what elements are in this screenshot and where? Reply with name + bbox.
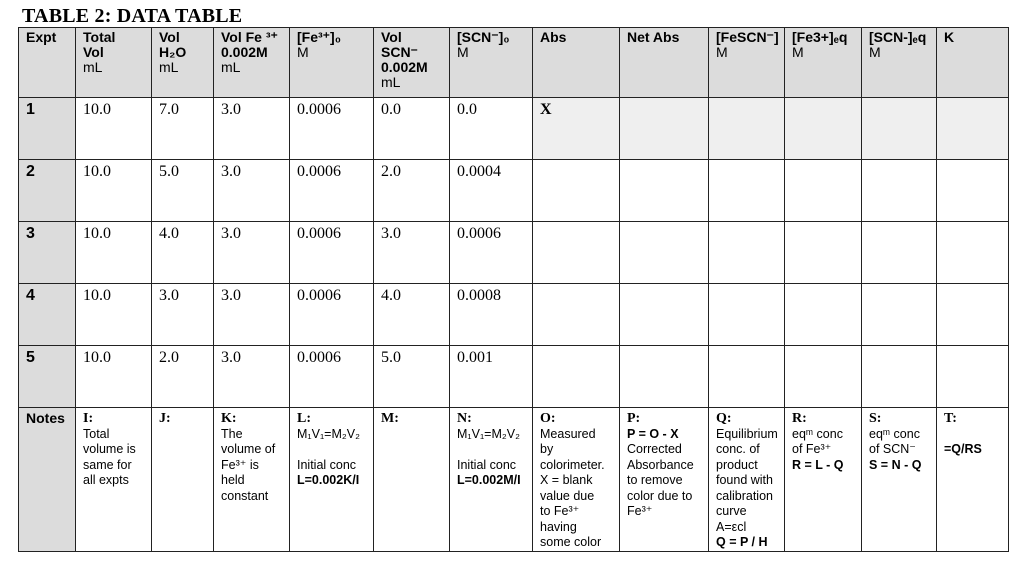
cell-expt (19, 284, 76, 346)
header-cell (19, 28, 76, 98)
cell-value: 10.0 (83, 349, 111, 366)
cell-expt (19, 222, 76, 284)
cell-scn_vol (374, 284, 450, 346)
header-cell (152, 28, 214, 98)
empty-cell (785, 98, 862, 160)
header-unit: M (869, 44, 881, 60)
note-l-initial: Initial conc (297, 457, 357, 472)
cell-expt (19, 346, 76, 408)
note-s (862, 408, 937, 552)
cell-value: 3.0 (221, 349, 241, 366)
note-o-letter: O: (540, 411, 556, 426)
note-line: Corrected (627, 442, 682, 456)
cell-expt (19, 160, 76, 222)
note-i-letter: I: (83, 411, 94, 426)
cell-value: 0.0006 (297, 225, 341, 242)
empty-cell (620, 98, 709, 160)
cell-total (76, 346, 152, 408)
cell-value: 0.0006 (457, 225, 501, 242)
cell-scn_conc (450, 346, 533, 408)
cell-value: 3.0 (221, 163, 241, 180)
cell-abs (533, 346, 620, 408)
cell-value: 4 (26, 287, 35, 304)
cell-value: 0.0006 (297, 163, 341, 180)
note-line: of Fe³⁺ (792, 442, 832, 456)
cell-h2o (152, 284, 214, 346)
note-line: to Fe³⁺ (540, 504, 580, 518)
empty-cell (862, 284, 937, 346)
header-text: Net Abs (627, 29, 680, 45)
header-text: Abs (540, 29, 567, 45)
header-cell (290, 28, 374, 98)
cell-total (76, 160, 152, 222)
cell-h2o (152, 346, 214, 408)
cell-h2o (152, 222, 214, 284)
table-row (19, 222, 1009, 284)
note-n-formula: M₁V₁=M₂V₂ (457, 426, 520, 441)
note-t (937, 408, 1009, 552)
cell-value: 10.0 (83, 225, 111, 242)
cell-total (76, 284, 152, 346)
header-unit: M (792, 44, 804, 60)
table-row (19, 98, 1009, 160)
cell-value: 3.0 (221, 101, 241, 118)
cell-fe_vol (214, 160, 290, 222)
note-line: X = blank (540, 473, 593, 487)
cell-total (76, 222, 152, 284)
header-text: [FeSCN⁻] (716, 29, 779, 45)
note-line: volume is (83, 442, 136, 456)
cell-fe_conc (290, 346, 374, 408)
empty-cell (937, 346, 1009, 408)
cell-value: 2.0 (159, 349, 179, 366)
empty-cell (785, 346, 862, 408)
note-j-letter: J: (159, 411, 171, 426)
empty-cell (862, 98, 937, 160)
cell-value: 2 (26, 163, 35, 180)
cell-scn_vol (374, 160, 450, 222)
cell-abs (533, 222, 620, 284)
data-table (18, 27, 1009, 552)
empty-cell (937, 98, 1009, 160)
header-unit: mL (83, 59, 103, 75)
note-n-letter: N: (457, 411, 472, 426)
cell-fe_conc (290, 284, 374, 346)
note-line: eqᵐ conc (792, 426, 843, 441)
note-line: Measured (540, 426, 596, 441)
cell-fe_vol (214, 222, 290, 284)
header-text: [SCN-]ₑq (869, 29, 927, 45)
note-line: calibration (716, 488, 773, 503)
empty-cell (709, 284, 785, 346)
note-q-letter: Q: (716, 411, 732, 426)
note-l-calc: L=0.002K/I (297, 473, 360, 487)
note-l-letter: L: (297, 411, 311, 426)
cell-abs (533, 98, 620, 160)
cell-value: 10.0 (83, 101, 111, 118)
header-cell (862, 28, 937, 98)
header-cell (76, 28, 152, 98)
cell-fe_conc (290, 160, 374, 222)
note-line: Total (83, 426, 110, 441)
note-l (290, 408, 374, 552)
empty-cell (785, 284, 862, 346)
cell-value: 0.0 (381, 101, 401, 118)
note-r-letter: R: (792, 411, 807, 426)
cell-value: 0.0006 (297, 287, 341, 304)
cell-value: 0.0006 (297, 101, 341, 118)
cell-value: 5.0 (159, 163, 179, 180)
note-o (533, 408, 620, 552)
cell-scn_vol (374, 98, 450, 160)
header-text: 0.002M (381, 59, 428, 75)
cell-value: 5 (26, 349, 35, 366)
table-row (19, 284, 1009, 346)
empty-cell (937, 160, 1009, 222)
header-cell (533, 28, 620, 98)
note-q (709, 408, 785, 552)
header-unit: M (297, 44, 309, 60)
empty-cell (785, 222, 862, 284)
header-text: H₂O (159, 44, 187, 60)
note-p-letter: P: (627, 411, 641, 426)
cell-value: 3.0 (221, 225, 241, 242)
notes-row (19, 408, 1009, 552)
note-line: Fe³⁺ is (221, 457, 259, 472)
note-line: Fe³⁺ (627, 504, 653, 518)
cell-value: 0.0006 (297, 349, 341, 366)
note-line: some color (540, 535, 602, 549)
cell-value: 4.0 (381, 287, 401, 304)
header-text: Total (83, 29, 116, 45)
note-t-letter: T: (944, 411, 957, 426)
note-line: constant (221, 488, 269, 503)
note-i (76, 408, 152, 552)
empty-cell (862, 346, 937, 408)
cell-fe_vol (214, 98, 290, 160)
cell-scn_vol (374, 222, 450, 284)
cell-scn_conc (450, 98, 533, 160)
header-text: 0.002M (221, 44, 268, 60)
header-row (19, 28, 1009, 98)
empty-cell (709, 160, 785, 222)
note-n (450, 408, 533, 552)
cell-scn_conc (450, 284, 533, 346)
cell-fe_vol (214, 346, 290, 408)
cell-value: 3.0 (221, 287, 241, 304)
note-line: same for (83, 457, 132, 472)
cell-value: 10.0 (83, 163, 111, 180)
header-text: Vol (159, 29, 180, 45)
note-m-letter: M: (381, 411, 399, 426)
cell-value: 2.0 (381, 163, 401, 180)
header-cell (785, 28, 862, 98)
cell-h2o (152, 160, 214, 222)
empty-cell (785, 160, 862, 222)
note-line: of SCN⁻ (869, 442, 916, 456)
cell-fe_conc (290, 98, 374, 160)
cell-value: X (540, 101, 552, 118)
note-k (214, 408, 290, 552)
empty-cell (709, 98, 785, 160)
note-line: product (716, 457, 758, 472)
cell-value: 3.0 (159, 287, 179, 304)
note-line: Absorbance (627, 457, 694, 472)
note-t-formula: =Q/RS (944, 442, 982, 456)
note-j (152, 408, 214, 552)
note-p (620, 408, 709, 552)
note-line: eqᵐ conc (869, 426, 920, 441)
empty-cell (620, 284, 709, 346)
note-line: by (540, 442, 554, 456)
header-unit: mL (159, 59, 179, 75)
header-text: [SCN⁻]₀ (457, 29, 510, 45)
header-cell (709, 28, 785, 98)
header-unit: mL (221, 59, 241, 75)
cell-abs (533, 284, 620, 346)
empty-cell (620, 160, 709, 222)
note-n-initial: Initial conc (457, 457, 517, 472)
note-line: curve (716, 504, 747, 518)
note-line: color due to (627, 488, 693, 503)
empty-cell (620, 222, 709, 284)
header-text: SCN⁻ (381, 44, 418, 60)
empty-cell (620, 346, 709, 408)
table-row (19, 160, 1009, 222)
note-n-calc: L=0.002M/I (457, 473, 521, 487)
note-l-formula: M₁V₁=M₂V₂ (297, 426, 360, 441)
empty-cell (937, 284, 1009, 346)
cell-h2o (152, 98, 214, 160)
note-line: held (221, 473, 245, 487)
note-r-formula: R = L - Q (792, 457, 844, 472)
notes-label: Notes (19, 408, 76, 552)
cell-value: 4.0 (159, 225, 179, 242)
cell-value: 0.0008 (457, 287, 501, 304)
cell-value: 7.0 (159, 101, 179, 118)
table-row (19, 346, 1009, 408)
note-line: found with (716, 473, 773, 487)
cell-value: 1 (26, 101, 35, 118)
cell-abs (533, 160, 620, 222)
note-line: having (540, 519, 577, 534)
header-text: [Fe3+]ₑq (792, 29, 848, 45)
note-r (785, 408, 862, 552)
header-cell (620, 28, 709, 98)
header-cell (450, 28, 533, 98)
note-p-formula: P = O - X (627, 426, 679, 441)
header-unit: M (716, 44, 728, 60)
cell-value: 3 (26, 225, 35, 242)
header-text: Vol (83, 44, 104, 60)
header-text: Vol Fe ³⁺ (221, 29, 278, 45)
header-cell (937, 28, 1009, 98)
empty-cell (862, 222, 937, 284)
header-text: Expt (26, 29, 57, 45)
cell-scn_vol (374, 346, 450, 408)
note-k-letter: K: (221, 411, 237, 426)
table-title: TABLE 2: DATA TABLE (22, 5, 243, 27)
note-s-letter: S: (869, 411, 882, 426)
cell-value: 5.0 (381, 349, 401, 366)
header-unit: M (457, 44, 469, 60)
note-line: all expts (83, 473, 129, 487)
header-cell (374, 28, 450, 98)
cell-fe_conc (290, 222, 374, 284)
empty-cell (937, 222, 1009, 284)
note-m (374, 408, 450, 552)
cell-scn_conc (450, 160, 533, 222)
header-unit: mL (381, 74, 401, 90)
note-line: colorimeter. (540, 457, 605, 472)
cell-expt (19, 98, 76, 160)
cell-value: 0.0 (457, 101, 477, 118)
note-line: conc. of (716, 442, 760, 456)
cell-scn_conc (450, 222, 533, 284)
header-text: [Fe³⁺]₀ (297, 29, 342, 45)
cell-total (76, 98, 152, 160)
header-cell (214, 28, 290, 98)
cell-value: 3.0 (381, 225, 401, 242)
note-line: to remove (627, 473, 683, 487)
note-s-formula: S = N - Q (869, 457, 922, 472)
cell-value: 0.001 (457, 349, 493, 366)
note-line: A=εcl (716, 519, 747, 534)
note-q-formula: Q = P / H (716, 535, 768, 549)
header-text: K (944, 29, 955, 45)
note-line: volume of (221, 442, 276, 456)
cell-value: 0.0004 (457, 163, 501, 180)
cell-fe_vol (214, 284, 290, 346)
cell-value: 10.0 (83, 287, 111, 304)
note-line: value due (540, 488, 595, 503)
note-line: Equilibrium (716, 426, 778, 441)
note-line: The (221, 426, 243, 441)
empty-cell (709, 346, 785, 408)
empty-cell (862, 160, 937, 222)
empty-cell (709, 222, 785, 284)
header-text: Vol (381, 29, 402, 45)
